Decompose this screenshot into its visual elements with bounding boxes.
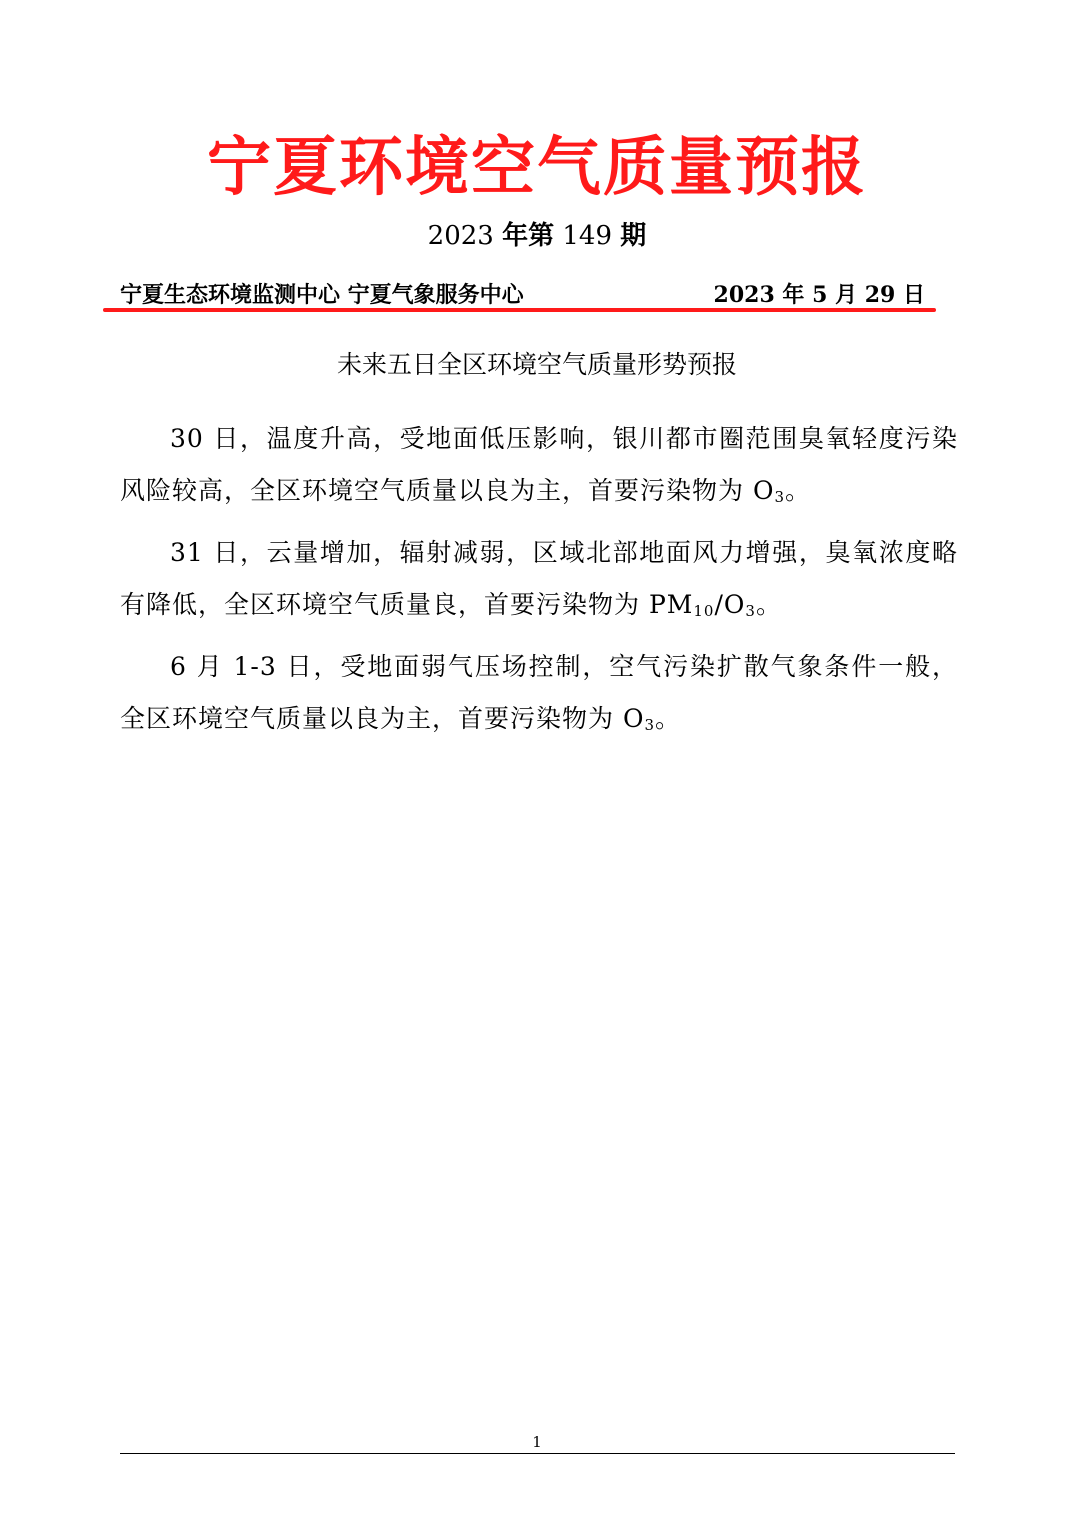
paragraph-end: 。	[655, 704, 682, 733]
publisher-line	[120, 278, 925, 312]
issue-year-suffix: 年第	[502, 221, 555, 251]
header-divider	[103, 308, 936, 312]
section-title: 未来五日全区环境空气质量形势预报	[336, 350, 737, 379]
paragraph-text: 30 日，温度升高，受地面低压影响，银川都市圈范围臭氧轻度污染风险较高，全区环境空气质量以良为主，首要污染物为 O	[120, 424, 958, 505]
issue-number	[0, 218, 1074, 254]
issue-number-value: 149	[562, 221, 613, 251]
footer-divider	[120, 1453, 955, 1454]
issue-year: 2023	[427, 221, 494, 251]
forecast-paragraph	[120, 527, 958, 631]
paragraph-end: 。	[785, 476, 812, 505]
paragraph-mid: /O	[714, 590, 746, 619]
page-number: 1	[532, 1433, 542, 1451]
forecast-paragraph	[120, 413, 958, 517]
paragraph-text: 31 日，云量增加，辐射减弱，区域北部地面风力增强，臭氧浓度略有降低，全区环境空气质量良，首要污染物为 PM	[120, 538, 958, 619]
subscript: 3	[745, 602, 756, 620]
issue-suffix: 期	[620, 221, 647, 251]
paragraph-end: 。	[755, 590, 782, 619]
publish-date: 2023 年 5 月 29 日	[713, 282, 925, 308]
report-title: 宁夏环境空气质量预报	[207, 130, 867, 205]
subscript: 3	[644, 716, 655, 734]
forecast-body	[120, 413, 958, 755]
subscript: 3	[774, 488, 785, 506]
publisher-organizations: 宁夏生态环境监测中心 宁夏气象服务中心	[120, 282, 524, 308]
subscript: 10	[693, 602, 715, 620]
forecast-paragraph	[120, 641, 958, 745]
paragraph-text: 6 月 1-3 日，受地面弱气压场控制，空气污染扩散气象条件一般，全区环境空气质量以良为主，首要污染物为 O	[120, 652, 958, 733]
